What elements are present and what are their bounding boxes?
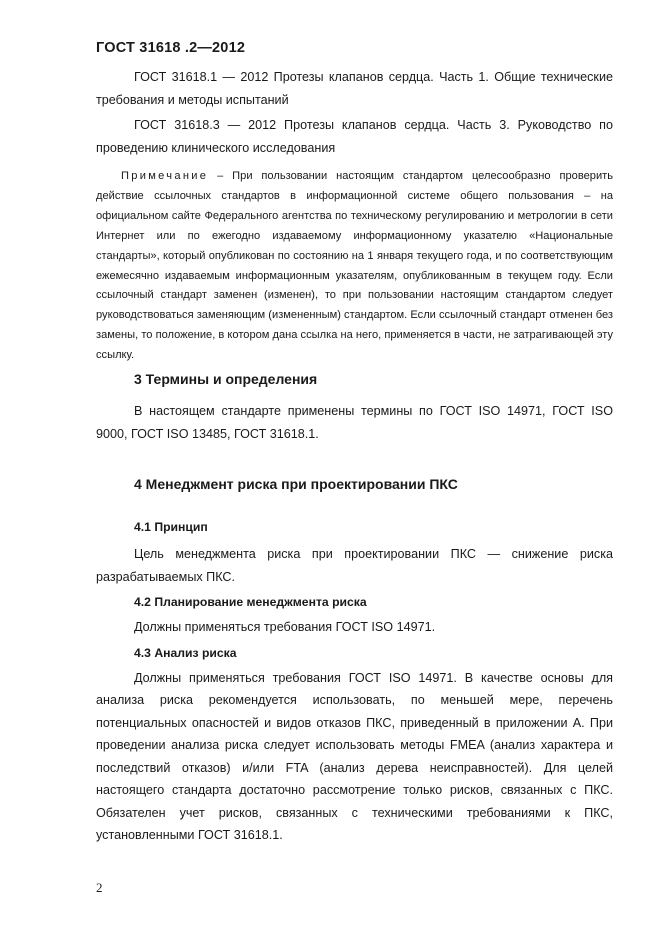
- section-4-3-title: 4.3 Анализ риска: [134, 645, 237, 660]
- reference-gost-31618-3: ГОСТ 31618.3 — 2012 Протезы клапанов сердца. Часть 3. Руководство по проведению клинического исследования: [96, 118, 613, 155]
- note-label: Примечание: [121, 170, 209, 182]
- section-4-1-text: Цель менеджмента риска при проектировании ПКС — снижение риска разрабатываемых ПКС.: [96, 547, 613, 584]
- section-4-1-title: 4.1 Принцип: [134, 520, 208, 535]
- reference-gost-31618-1: ГОСТ 31618.1 — 2012 Протезы клапанов сердца. Часть 1. Общие технические требования и методы испытаний: [96, 70, 613, 107]
- section-4-3-text: Должны применяться требования ГОСТ ISO 14971. В качестве основы для анализа риска рекомендуется использовать, по меньшей мере, перечень потенциальных опасностей и видов отказов ПКС, приведенный в приложении А. При проведении анализа риска следует использовать методы FMEA (анализ характера и последствий отказов) и/или FTA (анализ дерева неисправностей). Для целей настоящего стандарта достаточно рассмотрение только рисков, связанных с ПКС. Обязателен учет рисков, связанных с техническими требованиями к ПКС, установленными ГОСТ 31618.1.: [96, 670, 613, 843]
- note-text: – При пользовании настоящим стандартом целесообразно проверить действие ссылочных стандартов в информационной системе общего пользования – на официальном сайте Федерального агентства по техническому регулированию и метрологии в сети Интернет или по ежегодно издаваемому информационному указателю «Национальные стандарты», который опубликован по состоянию на 1 января текущего года, и по соответствующим ежемесячно издаваемым информационным указателям, опубликованным в текущем году. Если ссылочный стандарт заменен (изменен), то при пользовании настоящим стандартом следует руководствоваться заменяющим (измененным) стандартом. Если ссылочный стандарт отменен без замены, то положение, в котором дана ссылка на него, применяется в части, не затрагивающей эту ссылку.: [96, 170, 613, 362]
- document-header: ГОСТ 31618 .2—2012: [96, 40, 246, 56]
- page-content: [96, 66, 613, 847]
- section-4-2-title: 4.2 Планирование менеджмента риска: [134, 595, 367, 610]
- page-number: 2: [96, 880, 103, 895]
- section-4-title: 4 Менеджмент риска при проектировании ПКС: [134, 476, 458, 493]
- section-3-text: В настоящем стандарте применены термины по ГОСТ ISO 14971, ГОСТ ISO 9000, ГОСТ ISO 13485, ГОСТ 31618.1.: [96, 404, 613, 441]
- section-3-title: 3 Термины и определения: [134, 371, 318, 388]
- note-paragraph: [96, 167, 613, 366]
- section-4-2-text: Должны применяться требования ГОСТ ISO 14971.: [134, 620, 436, 635]
